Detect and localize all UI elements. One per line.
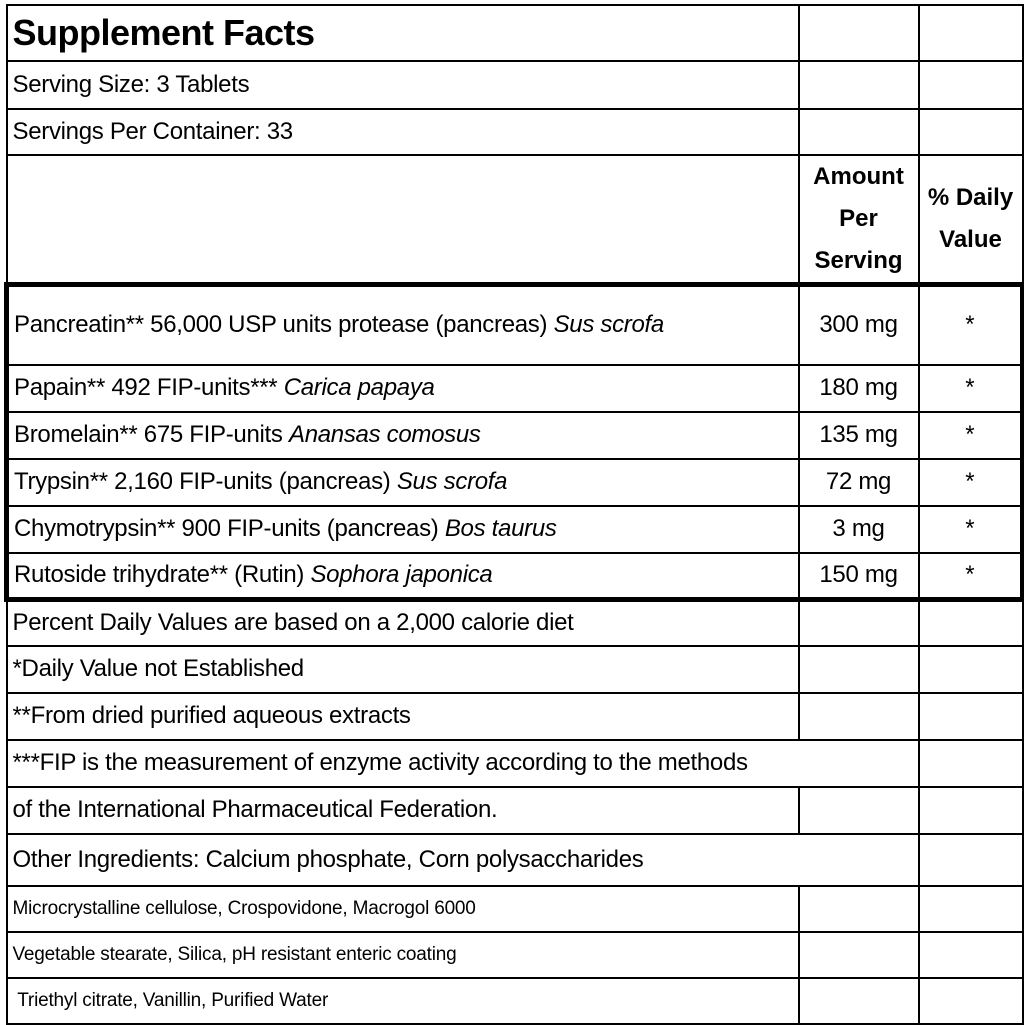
ingredient-latin-name: Sus scrofa xyxy=(553,311,664,339)
column-header-row xyxy=(7,155,1023,285)
footnote-row xyxy=(7,740,1023,787)
ingredient-daily-value: * xyxy=(919,506,1023,553)
panel-title: Supplement Facts xyxy=(12,12,315,53)
other-ingredients-line1: Other Ingredients: Calcium phosphate, Corn polysaccharides xyxy=(7,834,919,886)
amount-per-serving-header: Amount Per Serving xyxy=(813,163,904,274)
footnote-row xyxy=(7,646,1023,693)
supplement-facts-panel xyxy=(4,4,1020,1022)
servings-per-container-row xyxy=(7,109,1023,155)
ingredient-name: Rutoside trihydrate** (Rutin) xyxy=(14,561,311,589)
footnote-extracts: **From dried purified aqueous extracts xyxy=(7,693,799,740)
footnote-row xyxy=(7,600,1023,646)
supplement-facts-table xyxy=(4,4,1024,1025)
title-row xyxy=(7,5,1023,61)
footnote-percent-dv: Percent Daily Values are based on a 2,000 calorie diet xyxy=(7,600,799,646)
ingredient-name: Papain** 492 FIP-units*** xyxy=(14,374,284,401)
ingredient-amount: 300 mg xyxy=(799,285,919,365)
ingredient-row xyxy=(7,553,1023,600)
ingredient-daily-value: * xyxy=(919,365,1023,412)
other-ingredients-line2: Microcrystalline cellulose, Crospovidone, Macrogol 6000 xyxy=(7,886,799,932)
ingredient-amount: 180 mg xyxy=(799,365,919,412)
ingredient-daily-value: * xyxy=(919,553,1023,600)
other-ingredients-row xyxy=(7,834,1023,886)
ingredient-row xyxy=(7,365,1023,412)
other-ingredients-line4: Triethyl citrate, Vanillin, Purified Water xyxy=(7,978,799,1024)
daily-value-header: % Daily Value xyxy=(927,184,1014,253)
ingredient-row xyxy=(7,459,1023,506)
ingredient-daily-value: * xyxy=(919,412,1023,459)
ingredient-latin-name: Carica papaya xyxy=(283,374,435,401)
ingredient-amount: 135 mg xyxy=(799,412,919,459)
other-ingredients-row xyxy=(7,932,1023,978)
ingredient-name: Pancreatin** 56,000 USP units protease (pancreas) xyxy=(14,311,554,339)
ingredient-name: Chymotrypsin** 900 FIP-units (pancreas) xyxy=(14,515,445,542)
serving-size: Serving Size: 3 Tablets xyxy=(12,71,250,98)
ingredient-latin-name: Sophora japonica xyxy=(310,561,493,589)
ingredient-amount: 3 mg xyxy=(799,506,919,553)
footnote-fip-line1: ***FIP is the measurement of enzyme activity according to the methods xyxy=(7,740,919,787)
ingredient-latin-name: Anansas comosus xyxy=(289,421,481,448)
ingredient-name: Bromelain** 675 FIP-units xyxy=(14,421,289,448)
ingredient-daily-value: * xyxy=(919,459,1023,506)
footnote-row xyxy=(7,693,1023,740)
ingredient-name: Trypsin** 2,160 FIP-units (pancreas) xyxy=(14,468,397,495)
ingredient-latin-name: Bos taurus xyxy=(444,515,557,542)
serving-size-row xyxy=(7,61,1023,109)
ingredient-row xyxy=(7,285,1023,365)
footnote-fip-line2: of the International Pharmaceutical Federation. xyxy=(7,787,799,834)
other-ingredients-line3: Vegetable stearate, Silica, pH resistant enteric coating xyxy=(7,932,799,978)
other-ingredients-row xyxy=(7,886,1023,932)
ingredient-amount: 72 mg xyxy=(799,459,919,506)
ingredient-row xyxy=(7,412,1023,459)
ingredient-row xyxy=(7,506,1023,553)
ingredient-daily-value: * xyxy=(919,285,1023,365)
footnote-dv-not-established: *Daily Value not Established xyxy=(7,646,799,693)
servings-per-container: Servings Per Container: 33 xyxy=(12,118,293,145)
ingredient-amount: 150 mg xyxy=(799,553,919,600)
footnote-row xyxy=(7,787,1023,834)
other-ingredients-row xyxy=(7,978,1023,1024)
ingredient-latin-name: Sus scrofa xyxy=(396,468,508,495)
